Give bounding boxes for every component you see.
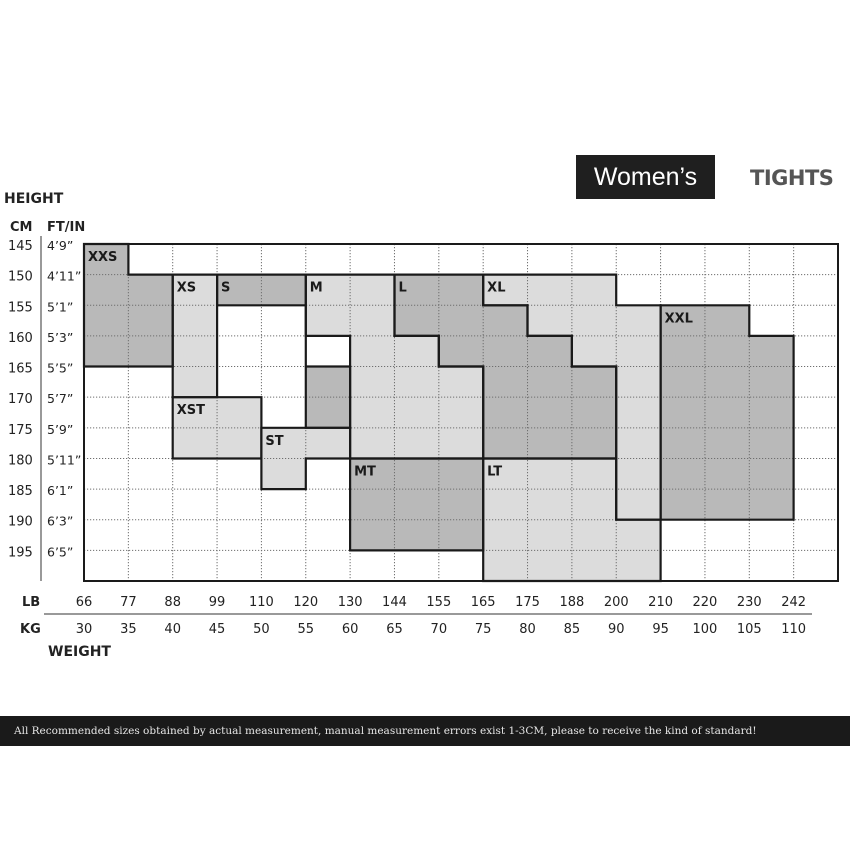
ftin-tick-label: 5’1” bbox=[47, 299, 74, 315]
kg-tick-label: 35 bbox=[120, 622, 137, 637]
lb-tick-label: 130 bbox=[337, 595, 363, 610]
lb-tick-label: 99 bbox=[208, 595, 226, 610]
cm-tick-label: 155 bbox=[8, 300, 33, 316]
weight-heading: WEIGHT bbox=[48, 644, 111, 660]
lb-tick-label: 144 bbox=[382, 595, 407, 610]
lb-tick-label: 210 bbox=[648, 595, 674, 610]
measurement-note: All Recommended sizes obtained by actual measurement, manual measurement errors exist 1-3CM, please to receive the kind of standard! bbox=[0, 716, 850, 746]
cm-tick-label: 180 bbox=[8, 453, 33, 469]
ftin-tick-label: 6’1” bbox=[47, 483, 74, 499]
lb-tick-label: 77 bbox=[120, 595, 137, 610]
cm-tick-label: 185 bbox=[8, 484, 33, 500]
womens-badge: Women’s bbox=[576, 155, 715, 199]
kg-tick-label: 65 bbox=[386, 622, 403, 637]
cm-tick-label: 145 bbox=[8, 239, 33, 254]
lb-tick-label: 230 bbox=[736, 595, 762, 610]
size-label-lt: LT bbox=[487, 464, 503, 480]
kg-tick-label: 110 bbox=[781, 622, 807, 637]
cm-tick-label: 150 bbox=[8, 269, 33, 285]
lb-tick-label: 220 bbox=[692, 595, 718, 610]
ftin-tick-label: 5’9” bbox=[47, 421, 74, 437]
kg-tick-label: 60 bbox=[341, 622, 359, 637]
size-region-xxl bbox=[661, 305, 794, 519]
cm-tick-label: 175 bbox=[8, 422, 33, 438]
size-label-xst: XST bbox=[176, 403, 205, 419]
size-label-xxl: XXL bbox=[664, 311, 693, 327]
kg-tick-label: 100 bbox=[692, 622, 718, 637]
lb-tick-label: 200 bbox=[603, 595, 629, 610]
height-heading: HEIGHT bbox=[4, 191, 64, 207]
cm-heading: CM bbox=[10, 220, 33, 235]
size-label-xxs: XXS bbox=[88, 250, 118, 265]
lb-heading: LB bbox=[22, 595, 41, 610]
ftin-tick-label: 5’3” bbox=[47, 329, 74, 345]
ftin-tick-label: 5’5” bbox=[47, 360, 74, 376]
size-label-s: S bbox=[221, 280, 231, 296]
kg-tick-label: 30 bbox=[75, 622, 93, 637]
kg-tick-label: 90 bbox=[607, 622, 625, 637]
kg-tick-label: 45 bbox=[208, 622, 226, 637]
cm-tick-label: 170 bbox=[8, 392, 33, 408]
ftin-tick-label: 5’7” bbox=[47, 391, 74, 407]
kg-tick-label: 40 bbox=[164, 622, 181, 637]
lb-tick-label: 120 bbox=[293, 595, 319, 610]
lb-tick-label: 165 bbox=[470, 595, 496, 610]
lb-tick-label: 242 bbox=[781, 595, 807, 610]
lb-tick-label: 110 bbox=[248, 595, 274, 610]
kg-tick-label: 105 bbox=[736, 622, 762, 637]
size-label-st: ST bbox=[265, 433, 284, 449]
kg-tick-label: 75 bbox=[474, 622, 492, 637]
size-label-l: L bbox=[398, 280, 407, 296]
lb-tick-label: 88 bbox=[164, 595, 181, 610]
kg-heading: KG bbox=[20, 622, 41, 637]
lb-tick-label: 175 bbox=[515, 595, 540, 610]
lb-tick-label: 188 bbox=[559, 595, 585, 610]
kg-tick-label: 70 bbox=[430, 622, 448, 637]
size-label-xl: XL bbox=[487, 280, 506, 296]
ftin-tick-label: 6’5” bbox=[47, 544, 74, 560]
size-label-mt: MT bbox=[354, 464, 376, 480]
kg-tick-label: 95 bbox=[652, 622, 669, 637]
kg-tick-label: 55 bbox=[297, 622, 315, 637]
cm-tick-label: 165 bbox=[8, 361, 33, 377]
ftin-tick-label: 4’9” bbox=[47, 238, 74, 253]
ftin-tick-label: 6’3” bbox=[47, 513, 74, 529]
kg-tick-label: 80 bbox=[519, 622, 536, 637]
lb-tick-label: 66 bbox=[75, 595, 93, 610]
ftin-tick-label: 5’11” bbox=[47, 452, 82, 468]
cm-tick-label: 190 bbox=[8, 514, 33, 530]
kg-tick-label: 50 bbox=[253, 622, 270, 637]
ftin-tick-label: 4’11” bbox=[47, 268, 82, 284]
product-title: TIGHTS bbox=[750, 166, 834, 190]
size-label-xs: XS bbox=[176, 280, 197, 296]
lb-tick-label: 155 bbox=[426, 595, 452, 610]
cm-tick-label: 160 bbox=[8, 330, 33, 346]
size-label-m: M bbox=[309, 280, 323, 296]
kg-tick-label: 85 bbox=[563, 622, 581, 637]
ftin-heading: FT/IN bbox=[47, 220, 86, 235]
cm-tick-label: 195 bbox=[8, 545, 33, 561]
